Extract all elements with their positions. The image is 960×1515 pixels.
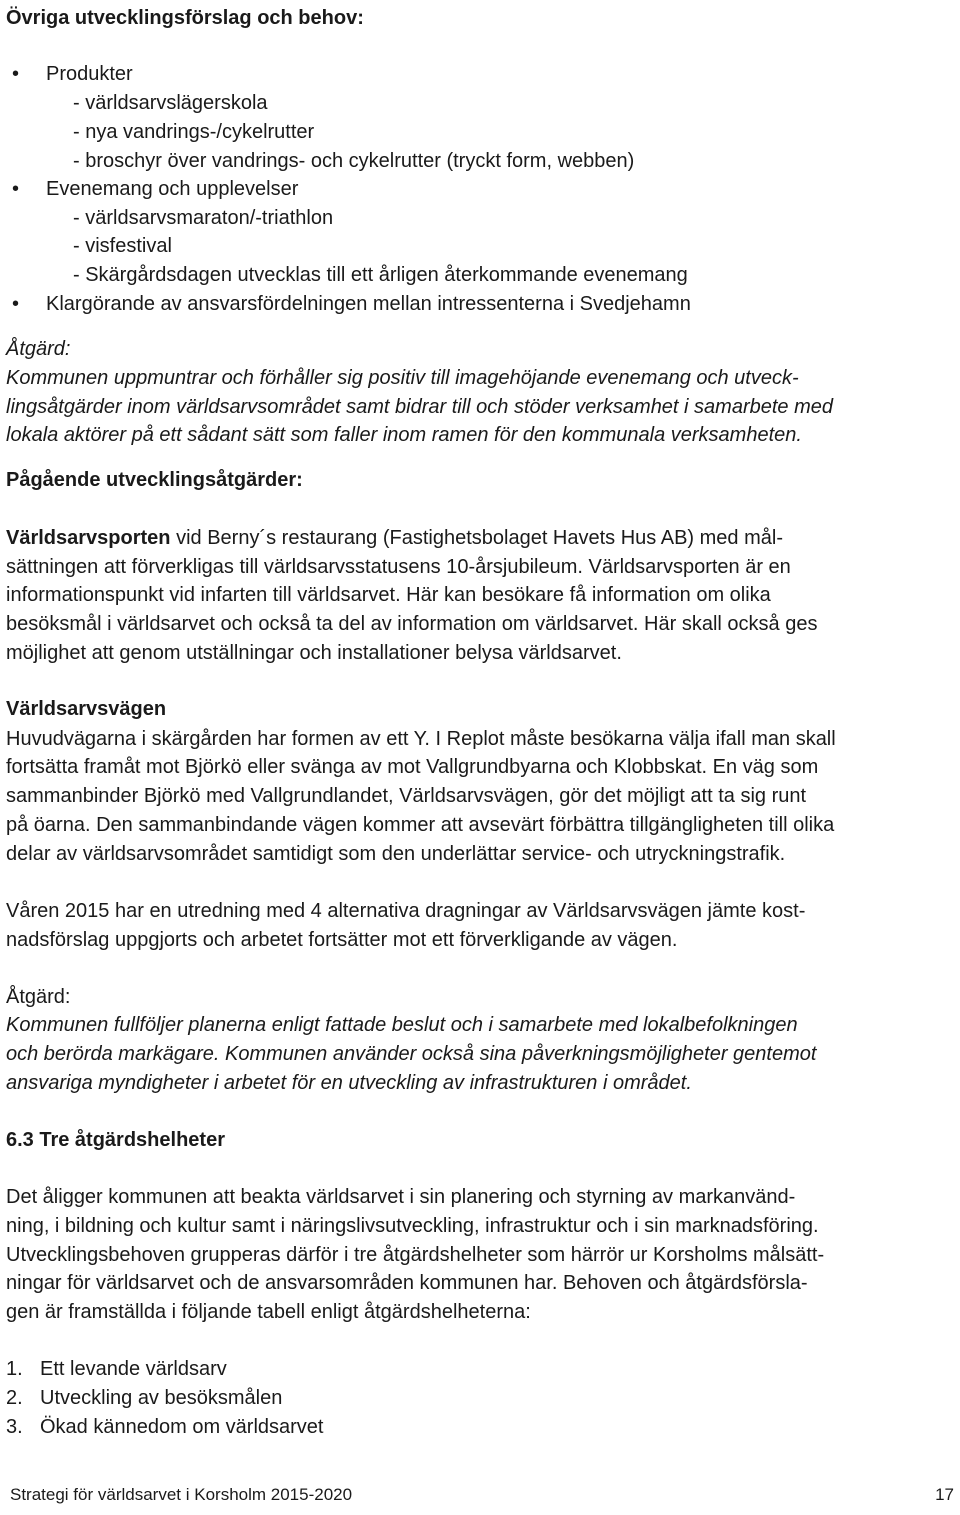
atgard-label: Åtgärd: [6,986,71,1008]
list-item [6,1413,906,1442]
heading-ovriga: Övriga utvecklingsförslag och behov: [6,7,364,29]
bullet-item [6,175,906,204]
varldsarvsporten-first-line [6,524,783,553]
paragraph-line: delar av världsarvsområdet samtidigt som den underlättar service- och utryckningstrafik. [6,843,786,865]
heading-pagaende: Pågående utvecklingsåtgärder: [6,469,303,491]
atgard-line: och berörda markägare. Kommunen använder också sina påverkningsmöjligheter gentemot [6,1043,817,1065]
section-heading: 6.3 Tre åtgärdshelheter [6,1129,225,1151]
varldsarvsporten-text: vid Berny´s restaurang (Fastighetsbolaget Havets Hus AB) med mål- [170,527,783,549]
paragraph-line: Utvecklingsbehoven grupperas därför i tre åtgärdshelheter som härrör ur Korsholms målsätt- [6,1244,825,1266]
bullet-item [6,60,906,89]
paragraph-line: Huvudvägarna i skärgården har formen av ett Y. I Replot måste besökarna välja ifall man skall [6,728,836,750]
bullet-icon: • [12,63,20,85]
sub-item: - världsarvslägerskola [73,92,268,114]
list-item [6,1355,906,1384]
atgard-line: Kommunen uppmuntrar och förhåller sig positiv till imagehöjande evenemang och utveck- [6,367,799,389]
atgard-line: ansvariga myndigheter i arbetet för en utveckling av infrastrukturen i området. [6,1072,692,1094]
list-text: Ökad kännedom om världsarvet [40,1416,324,1438]
sub-item: - Skärgårdsdagen utvecklas till ett årligen återkommande evenemang [73,264,688,286]
bullet-item [6,290,906,319]
bullet-icon: • [12,178,20,200]
bullet-label: Klargörande av ansvarsfördelningen mellan intressenterna i Svedjehamn [46,293,691,315]
paragraph-line: fortsätta framåt mot Björkö eller svänga av mot Vallgrundbyarna och Klobbskat. En väg som [6,756,819,778]
paragraph-line: besöksmål i världsarvet och också ta del av information om världsarvet. Här skall också ges [6,613,818,635]
list-text: Ett levande världsarv [40,1358,227,1380]
list-item [6,1384,906,1413]
list-text: Utveckling av besöksmålen [40,1387,283,1409]
bullet-icon: • [12,293,20,315]
sub-item: - visfestival [73,235,172,257]
atgard-line: Kommunen fullföljer planerna enligt fattade beslut och i samarbete med lokalbefolkningen [6,1014,798,1036]
varldsarvsvagen-heading: Världsarvsvägen [6,698,167,720]
footer-title: Strategi för världsarvet i Korsholm 2015-2020 [10,1485,353,1504]
bullet-label: Produkter [46,63,133,85]
list-number: 3. [6,1416,23,1438]
atgard-line: lingsåtgärder inom världsarvsområdet samt bidrar till och stöder verksamhet i samarbete med [6,396,834,418]
paragraph-line: gen är framställda i följande tabell enligt åtgärdshelheterna: [6,1301,531,1323]
list-number: 2. [6,1387,23,1409]
atgard-line: lokala aktörer på ett sådant sätt som faller inom ramen för den kommunala verksamheten. [6,424,802,446]
paragraph-line: ningar för världsarvet och de ansvarsområden kommunen har. Behoven och åtgärdsförsla- [6,1272,808,1294]
paragraph-line: informationspunkt vid infarten till världsarvet. Här kan besökare få information om olika [6,584,771,606]
paragraph-line: sammanbinder Björkö med Vallgrundlandet, Världsarvsvägen, gör det möjligt att ta sig runt [6,785,807,807]
list-number: 1. [6,1358,23,1380]
page-number: 17 [935,1485,954,1504]
paragraph-line: ning, i bildning och kultur samt i näringslivsutveckling, infrastruktur och i sin marknadsföring. [6,1215,819,1237]
sub-item: - nya vandrings-/cykelrutter [73,121,315,143]
paragraph-line: Våren 2015 har en utredning med 4 alternativa dragningar av Världsarvsvägen jämte kost- [6,900,806,922]
paragraph-line: sättningen att förverkligas till världsarvsstatusens 10-årsjubileum. Världsarvsporten är en [6,556,791,578]
varldsarvsporten-title: Världsarvsporten [6,527,171,549]
paragraph-line: på öarna. Den sammanbindande vägen kommer att avsevärt förbättra tillgängligheten till olika [6,814,835,836]
paragraph-line: möjlighet att genom utställningar och installationer belysa världsarvet. [6,642,622,664]
bullet-label: Evenemang och upplevelser [46,178,299,200]
paragraph-line: nadsförslag uppgjorts och arbetet fortsätter mot ett förverkligande av vägen. [6,929,678,951]
paragraph-line: Det åligger kommunen att beakta världsarvet i sin planering och styrning av markanvänd- [6,1186,796,1208]
sub-item: - världsarvsmaraton/-triathlon [73,207,334,229]
atgard-label: Åtgärd: [6,338,71,360]
sub-item: - broschyr över vandrings- och cykelrutter (tryckt form, webben) [73,150,635,172]
